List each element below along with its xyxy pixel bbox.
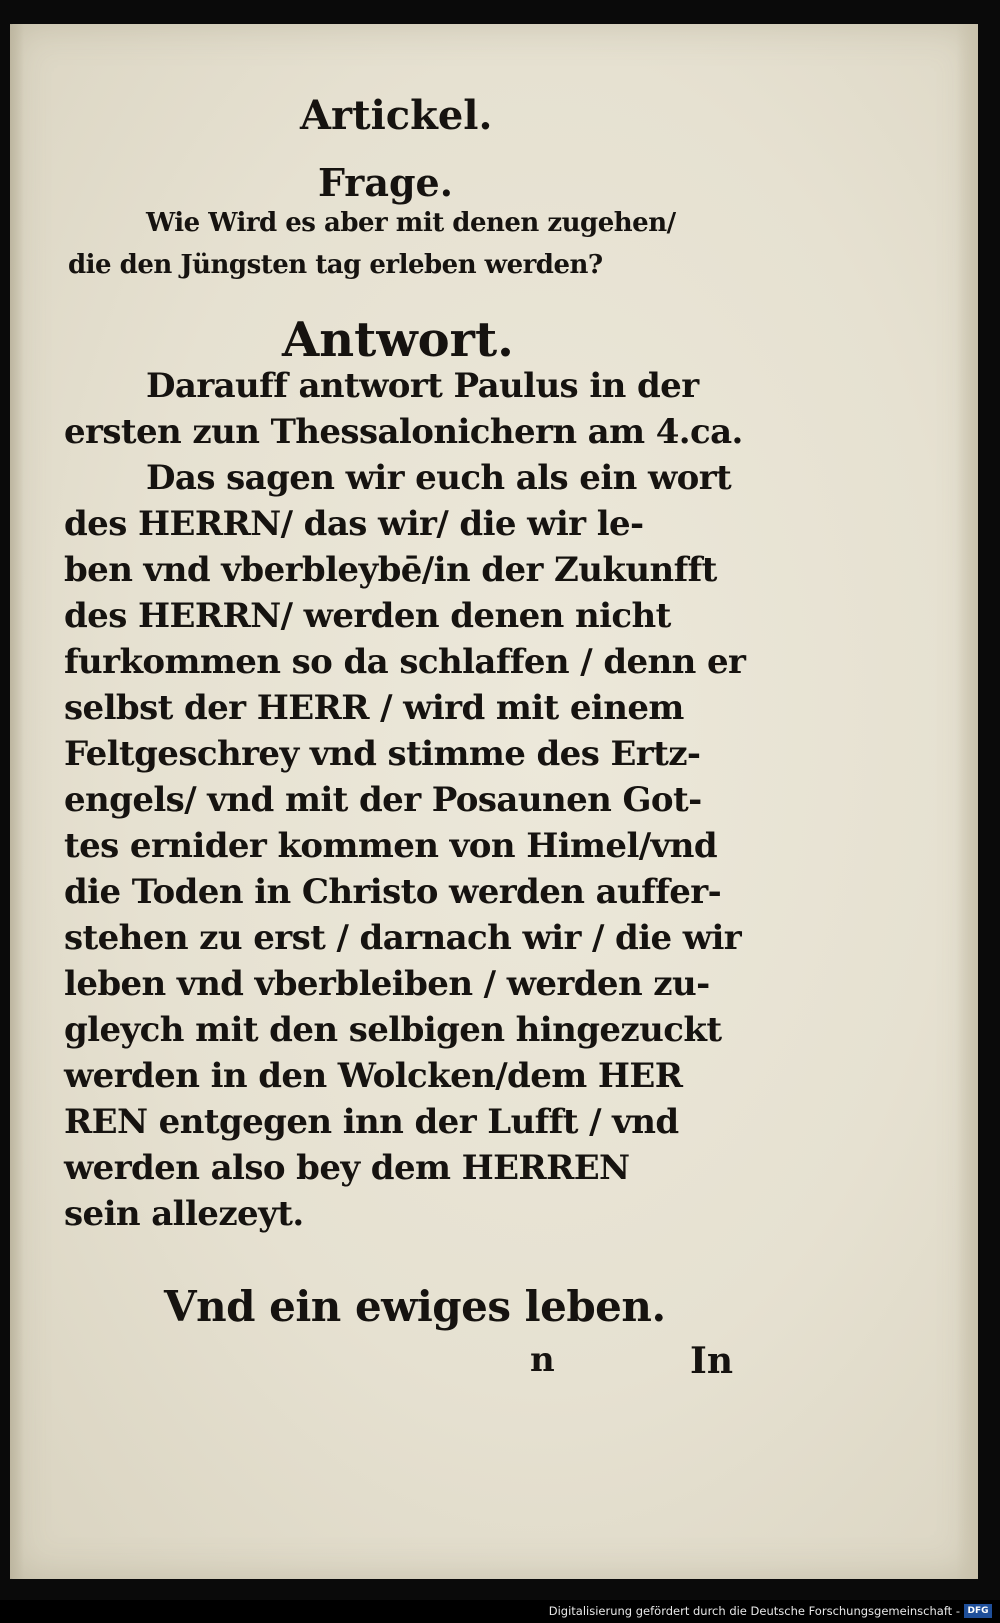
running-head: Artickel. [300,92,493,139]
body-line: sein allezeyt. [64,1194,304,1234]
body-line: tes ernider kommen von Himel/vnd [64,826,718,866]
body-line: des HERRN/ werden denen nicht [64,596,671,636]
funding-note: Digitalisierung gefördert durch die Deutsche Forschungsgemeinschaft - [548,1604,960,1618]
dfg-logo-icon: DFG [964,1604,992,1618]
page-edge-left [10,24,24,1579]
signature-mark: n [530,1340,555,1380]
body-line: stehen zu erst / darnach wir / die wir [64,918,742,958]
body-line: Feltgeschrey vnd stimme des Ertz- [64,734,701,774]
body-line: leben vnd vberbleiben / werden zu- [64,964,710,1004]
body-line: gleych mit den selbigen hingezuckt [64,1010,722,1050]
question-line: die den Jüngsten tag erleben werden? [68,250,603,280]
body-line: werden in den Wolcken/dem HER [64,1056,683,1096]
answer-heading: Antwort. [282,312,514,368]
catchword: In [690,1340,734,1382]
body-line: ben vnd vberbleybē/in der Zukunfft [64,550,717,590]
body-line: Das sagen wir euch als ein wort [146,458,732,498]
closing-line: Vnd ein ewiges leben. [164,1282,666,1331]
body-line: engels/ vnd mit der Posaunen Got- [64,780,702,820]
body-line: REN entgegen inn der Lufft / vnd [64,1102,679,1142]
page-edge-right [956,24,978,1579]
body-line: selbst der HERR / wird mit einem [64,688,684,728]
body-line: ersten zun Thessalonichern am 4.ca. [64,412,743,452]
question-line: Wie Wird es aber mit denen zugehen/ [146,208,676,238]
body-line: des HERRN/ das wir/ die wir le- [64,504,644,544]
body-line: die Toden in Christo werden auffer- [64,872,722,912]
body-line: furkommen so da schlaffen / denn er [64,642,746,682]
body-line: werden also bey dem HERREN [64,1148,630,1188]
question-heading: Frage. [318,160,453,205]
body-line: Darauff antwort Paulus in der [146,366,699,406]
